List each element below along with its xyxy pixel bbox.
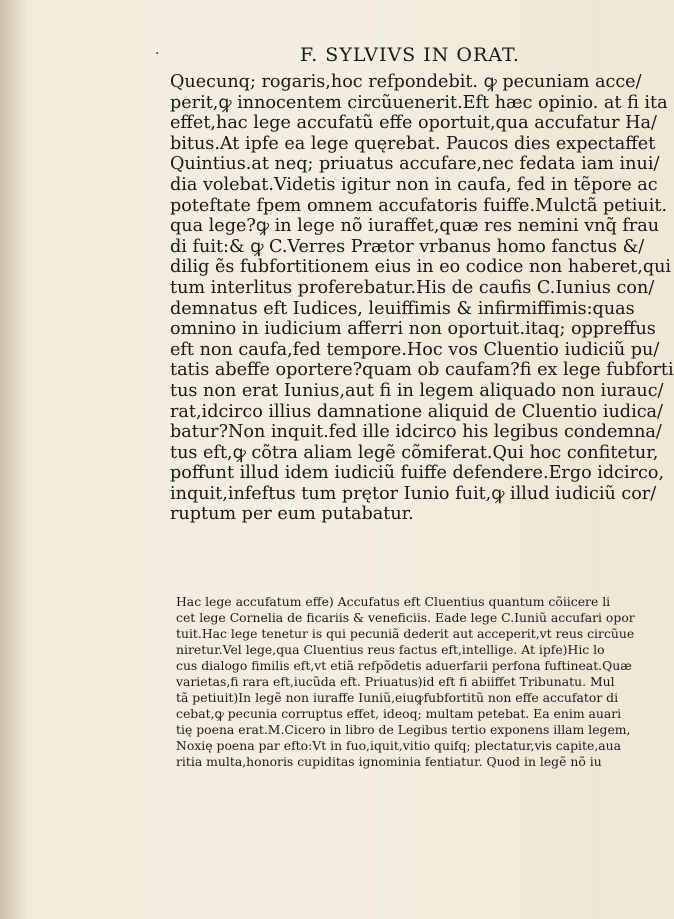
main-text-line: di fuit:& ꝙ C.Verres Prætor vrbanus homo fanctus &/ (170, 236, 645, 257)
commentary-block (176, 594, 635, 770)
main-text-line: tus eft,ꝙ cõtra aliam legẽ cõmiferat.Qui hoc confitetur, (170, 442, 659, 463)
gutter-shadow (0, 0, 28, 919)
main-text-line: tum interlitus proferebatur.His de caufis C.Iunius con/ (170, 277, 655, 298)
commentary-line: cebat,ꝙ pecunia corruptus effet, ideoq; multam petebat. Ea enim auari (176, 706, 622, 721)
main-text-line: poffunt illud idem iudiciũ fuiffe defendere.Ergo idcirco, (170, 463, 665, 484)
commentary-line: varietas,fi rara eft,iucũda eft. Priuatus)id eft fi abiiffet Tribunatu. Mul (176, 674, 615, 689)
commentary-line: ritia multa,honoris cupiditas ignominia fentiatur. Quod in legẽ nõ iu (176, 754, 602, 769)
main-text-line: perit,ꝙ innocentem circũuenerit.Eft hæc opinio. at fi ita (170, 92, 668, 113)
commentary-line: Noxię poena par efto:Vt in fuo,iquit,vitio quifq; plectatur,vis capite,aua (176, 738, 622, 753)
commentary-line: tię poena erat.M.Cicero in libro de Legibus tertio exponens illam legem, (176, 722, 631, 737)
main-text-line: qua lege?ꝙ in lege nõ iuraffet,quæ res nemini vnq̃ frau (170, 216, 660, 237)
running-header: F. SYLVIVS IN ORAT. (300, 44, 520, 66)
main-text-line: Quecunq; rogaris,hoc refpondebit. ꝙ pecuniam acce/ (170, 72, 642, 92)
commentary-line: cet lege Cornelia de ficariis & veneficiis. Eade lege C.Iuniũ accufari opor (176, 610, 635, 625)
main-text-line: bitus.At ipfe ea lege quęrebat. Paucos dies expectaffet (170, 133, 656, 154)
main-text-line: inquit,infeftus tum prętor Iunio fuit,ꝙ illud iudiciũ cor/ (170, 483, 657, 504)
commentary-line: tuit.Hac lege tenetur is qui pecuniã dederit aut acceperit,vt reus circũue (176, 626, 635, 641)
main-text-line: dilig ẽs fubfortitionem eius in eo codice non haberet,qui (170, 257, 672, 278)
main-text-line: dia volebat.Videtis igitur non in caufa, fed in tẽpore ac (170, 174, 658, 195)
commentary-line: tã petiuit)In legẽ non iuraffe Iuniũ,eiuꝙfubfortitũ non effe accufator di (176, 690, 619, 705)
commentary-line: niretur.Vel lege,qua Cluentius reus factus eft,intellige. At ipfe)Hic lo (176, 642, 605, 657)
section-mark: · (155, 46, 160, 62)
main-text-block (170, 72, 674, 525)
main-text-line: omnino in iudicium afferri non oportuit.itaq; oppreffus (170, 319, 656, 340)
main-text-line: demnatus eft Iudices, leuiffimis & infirmiffimis:quas (170, 298, 635, 319)
main-text-line: eft non caufa,fed tempore.Hoc vos Cluentio iudiciũ pu/ (170, 339, 660, 360)
main-text-line: batur?Non inquit.fed ille idcirco his legibus condemna/ (170, 422, 662, 443)
main-text-line: Quintius.at neq; priuatus accufare,nec fedata iam inui/ (170, 154, 660, 175)
main-text-line: ruptum per eum putabatur. (170, 504, 414, 525)
main-text-line: tus non erat Iunius,aut fi in legem aliquado non iurauc/ (170, 380, 664, 401)
main-text-line: tatis abeffe oportere?quam ob caufam?fi ex lege fubforti (170, 360, 674, 381)
main-text-line: effet,hac lege accufatũ effe oportuit,qua accufatur Ha/ (170, 113, 657, 134)
main-text-line: poteftate fpem omnem accufatoris fuiffe.Mulctã petiuit. (170, 195, 668, 216)
commentary-line: Hac lege accufatum effe) Accufatus eft Cluentius quantum cõiicere li (176, 594, 611, 609)
main-text-line: rat,idcirco illius damnatione aliquid de Cluentio iudica/ (170, 401, 663, 422)
commentary-line: cus dialogo fimilis eft,vt etiã refpõdetis aduerfarii perfona fuftineat.Quæ (176, 658, 632, 673)
